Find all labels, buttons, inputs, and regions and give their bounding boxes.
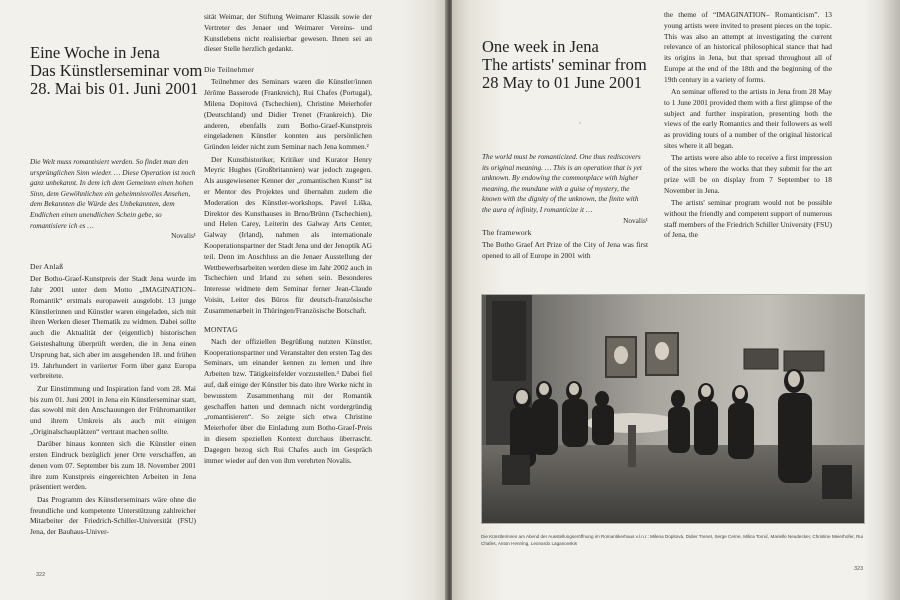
paragraph: Das Programm des Künstlerseminars wäre ohne die freundliche und kompetente Unterstützung zahlreicher Mitarbeiter der Friedrich-Schiller-Universität (FSU) Jena, der Bauhaus-Univer- bbox=[30, 494, 196, 537]
paragraph: Nach der offiziellen Begrüßung nutzten Künstler, Kooperationspartner und Veranstalter den ersten Tag des Seminars, um einander kennen zu lernen und ihre Arbeiten bzw. Tätigkeitsfelder vorzustellen.³ Dabei fiel auf, daß einige der Künstler bis dato ihre Werke nicht in bewusstem Zusammenhang mit der Romantik geschaffen hatten und demnach nicht vordergründig „romantisieren“. So zeigte sich etwa Christine Meierhofer über die Einladung zum Botho-Graef-Preis in diesem speziellen Kontext durchaus überrascht. Dagegen bezog sich Rui Chafes auch im Gespräch immer wieder auf den von ihm verehrten Novalis. bbox=[204, 336, 372, 465]
right-epigraph-text: The world must be romanticized. One thus rediscovers its original meaning. … This is an operation that is yet unknown. By endowing the commonplace with higher meaning, the mundane with a guise of mystery, the known with the dignity of the unknown, the finite with the aura of infinity, I romanticize it … bbox=[482, 152, 642, 214]
left-page-number: 322 bbox=[36, 572, 46, 578]
paragraph: Der Botho-Graef-Kunstpreis der Stadt Jena wurde im Jahr 2001 unter dem Motto „IMAGINATION– Romantik“ erstmals europaweit ausgelobt. 13 junge Künstlerinnen und Künstler waren eingeladen, sich mit ihren Werken dieser Thematik zu widmen. Dabei sollte auch die Aktualität der (eigentlich) historischen Geisteshaltung überprüft werden, die in Jena einen Ursprung hat, sich aber im ausgehenden 18. und frühen 19. Jahrhundert in variierter Form über ganz Europa verbreitete. bbox=[30, 274, 196, 381]
paragraph: Der Kunsthistoriker, Kritiker und Kurator Henry Meyric Hughes (Großbritannien) war jedoch zugegen. Als ausgewiesener Kenner der „romantischen Kunst“ ist er Mentor des Projektes und übernahm zudem die Moderation des Künstler-workshops. Pavel Liška, Direktor des Kunsthauses in Brno/Brünn (Tschechien), und Helen Carey, Leiterin des Galway Arts Center, Galway (Irland), nahmen als internationale Kooperationspartner der Stadt Jena und der Jenoptik AG teil. Denn im Anschluss an die Jenaer Ausstellung der Wettbewerbsarbeiten werden diese im Jahr 2002 auch in Tschechien und Irland zu sehen sein. Besonderes Interesse widmete dem Seminar ferner Jean-Claude Voisin, Leiter des Büros für deutsch-französische Zusammenarbeit in Thüringen/Französische Botschaft. bbox=[204, 154, 372, 315]
left-page bbox=[0, 0, 447, 600]
section-heading-montag: MONTAG bbox=[204, 324, 238, 334]
photo-caption: Die Künstlerinnen am Abend der Ausstellungseröffnung im Romantikerhaus v.l.n.r.: Milena Dopitová, Didier Trenet, Serge Cerne, Milica Tomić, Marielle Neudecker, Christine Meierhofer, Rui Chafes, Anton Henning, Leonardo Laganovskis bbox=[481, 534, 863, 546]
paragraph: the theme of “IMAGINATION– Romanticism”. 13 young artists were invited to present pieces on the topic. This was also an attempt at investigating the current relevance of an historical philosophical stance that had its origins in Jena, but that spread throughout all of Europe at the end of the 18th and the beginning of the 19th century in a variety of forms. bbox=[664, 10, 832, 84]
paragraph: sität Weimar, der Stiftung Weimarer Klassik sowie der Vertreter des Jenaer und Weimarer Vereins- und Kunstlebens nicht realisierbar gewesen. Ihnen sei an dieser Stelle herzlich gedankt. bbox=[204, 12, 372, 54]
right-epigraph bbox=[482, 152, 648, 226]
right-column-2 bbox=[664, 10, 832, 243]
paragraph: An seminar offered to the artists in Jena from 28 May to 1 June 2001 provided them with a first glimpse of the subject and further inspiration, presenting both the views of the early Romantics and their followers as well as providing tours of a number of the original historical sites where it all began. bbox=[664, 87, 832, 151]
left-epigraph-source: Novalis¹ bbox=[171, 231, 196, 241]
left-column-1 bbox=[30, 262, 196, 539]
stray-mark: › bbox=[579, 120, 581, 126]
right-page-number: 323 bbox=[854, 566, 864, 572]
section-heading-anlass: Der Anlaß bbox=[30, 262, 64, 271]
paragraph: The artists were also able to receive a first impression of the sites where the works that they submit for the art prize will be on display from 7 September to 18 November in Jena. bbox=[664, 153, 832, 195]
paragraph: Zur Einstimmung und Inspiration fand vom 28. Mai bis zum 01. Juni 2001 in Jena ein Künstlerseminar statt, das sowohl mit den Anschauungen der Frühromantiker und ihrem Umkreis als auch mit einigen „Originalschauplätzen“ vertraut machen sollte. bbox=[30, 383, 196, 436]
left-title: Eine Woche in Jena Das Künstlerseminar vom 28. Mai bis 01. Juni 2001 bbox=[30, 43, 203, 98]
right-column-1 bbox=[482, 228, 648, 263]
paragraph: Darüber hinaus konnten sich die Künstler einen ersten Eindruck bezüglich jener Orte verschaffen, an denen vom 07. September bis zum 18. November 2001 ihre zum Kunstpreis eingereichten Arbeiten in Jena präsentiert werden. bbox=[30, 439, 196, 492]
group-photo-image bbox=[482, 295, 864, 523]
paragraph: The artists' seminar program would not be possible without the friendly and competent support of numerous staff members of the Friedrich Schiller University (FSU) of Jena, the bbox=[664, 198, 832, 240]
left-epigraph bbox=[30, 157, 196, 242]
right-epigraph-source: Novalis¹ bbox=[623, 215, 648, 225]
section-heading-framework: The framework bbox=[482, 228, 532, 237]
paragraph: Teilnehmer des Seminars waren die Künstler/innen Jérôme Basserode (Frankreich), Rui Chafes (Portugal), Milena Dopitová (Tschechien), Christine Meierhofer (Deutschland) und Didier Trenet (Frankreich). Die anderen, ebenfalls zum Botho-Graef-Kunstpreis eingeladenen Künstler konnten aus persönlichen Gründen leider nicht zum Seminar nach Jena kommen.² bbox=[204, 77, 372, 152]
right-title: One week in Jena The artists' seminar from 28 May to 01 June 2001 bbox=[482, 37, 647, 92]
right-page bbox=[452, 0, 900, 600]
left-epigraph-text: Die Welt muss romantisiert werden. So findet man den ursprünglichen Sinn wieder. … Diese Operation ist noch ganz unbekannt. In dem ich dem Gemeinen einen hohen Sinn, dem Gewöhnlichen ein geheimnisvolles Ansehen, dem Bekannten die Würde des Unbekannten, dem Endlichen einen unendlichen Schein gebe, so romantisiere ich es … bbox=[30, 157, 196, 230]
group-photo bbox=[481, 294, 865, 524]
left-column-2 bbox=[204, 12, 372, 468]
paragraph: The Botho Graef Art Prize of the City of Jena was first opened to all of Europe in 2001 with bbox=[482, 240, 648, 261]
section-heading-teilnehmer: Die Teilnehmer bbox=[204, 65, 254, 75]
